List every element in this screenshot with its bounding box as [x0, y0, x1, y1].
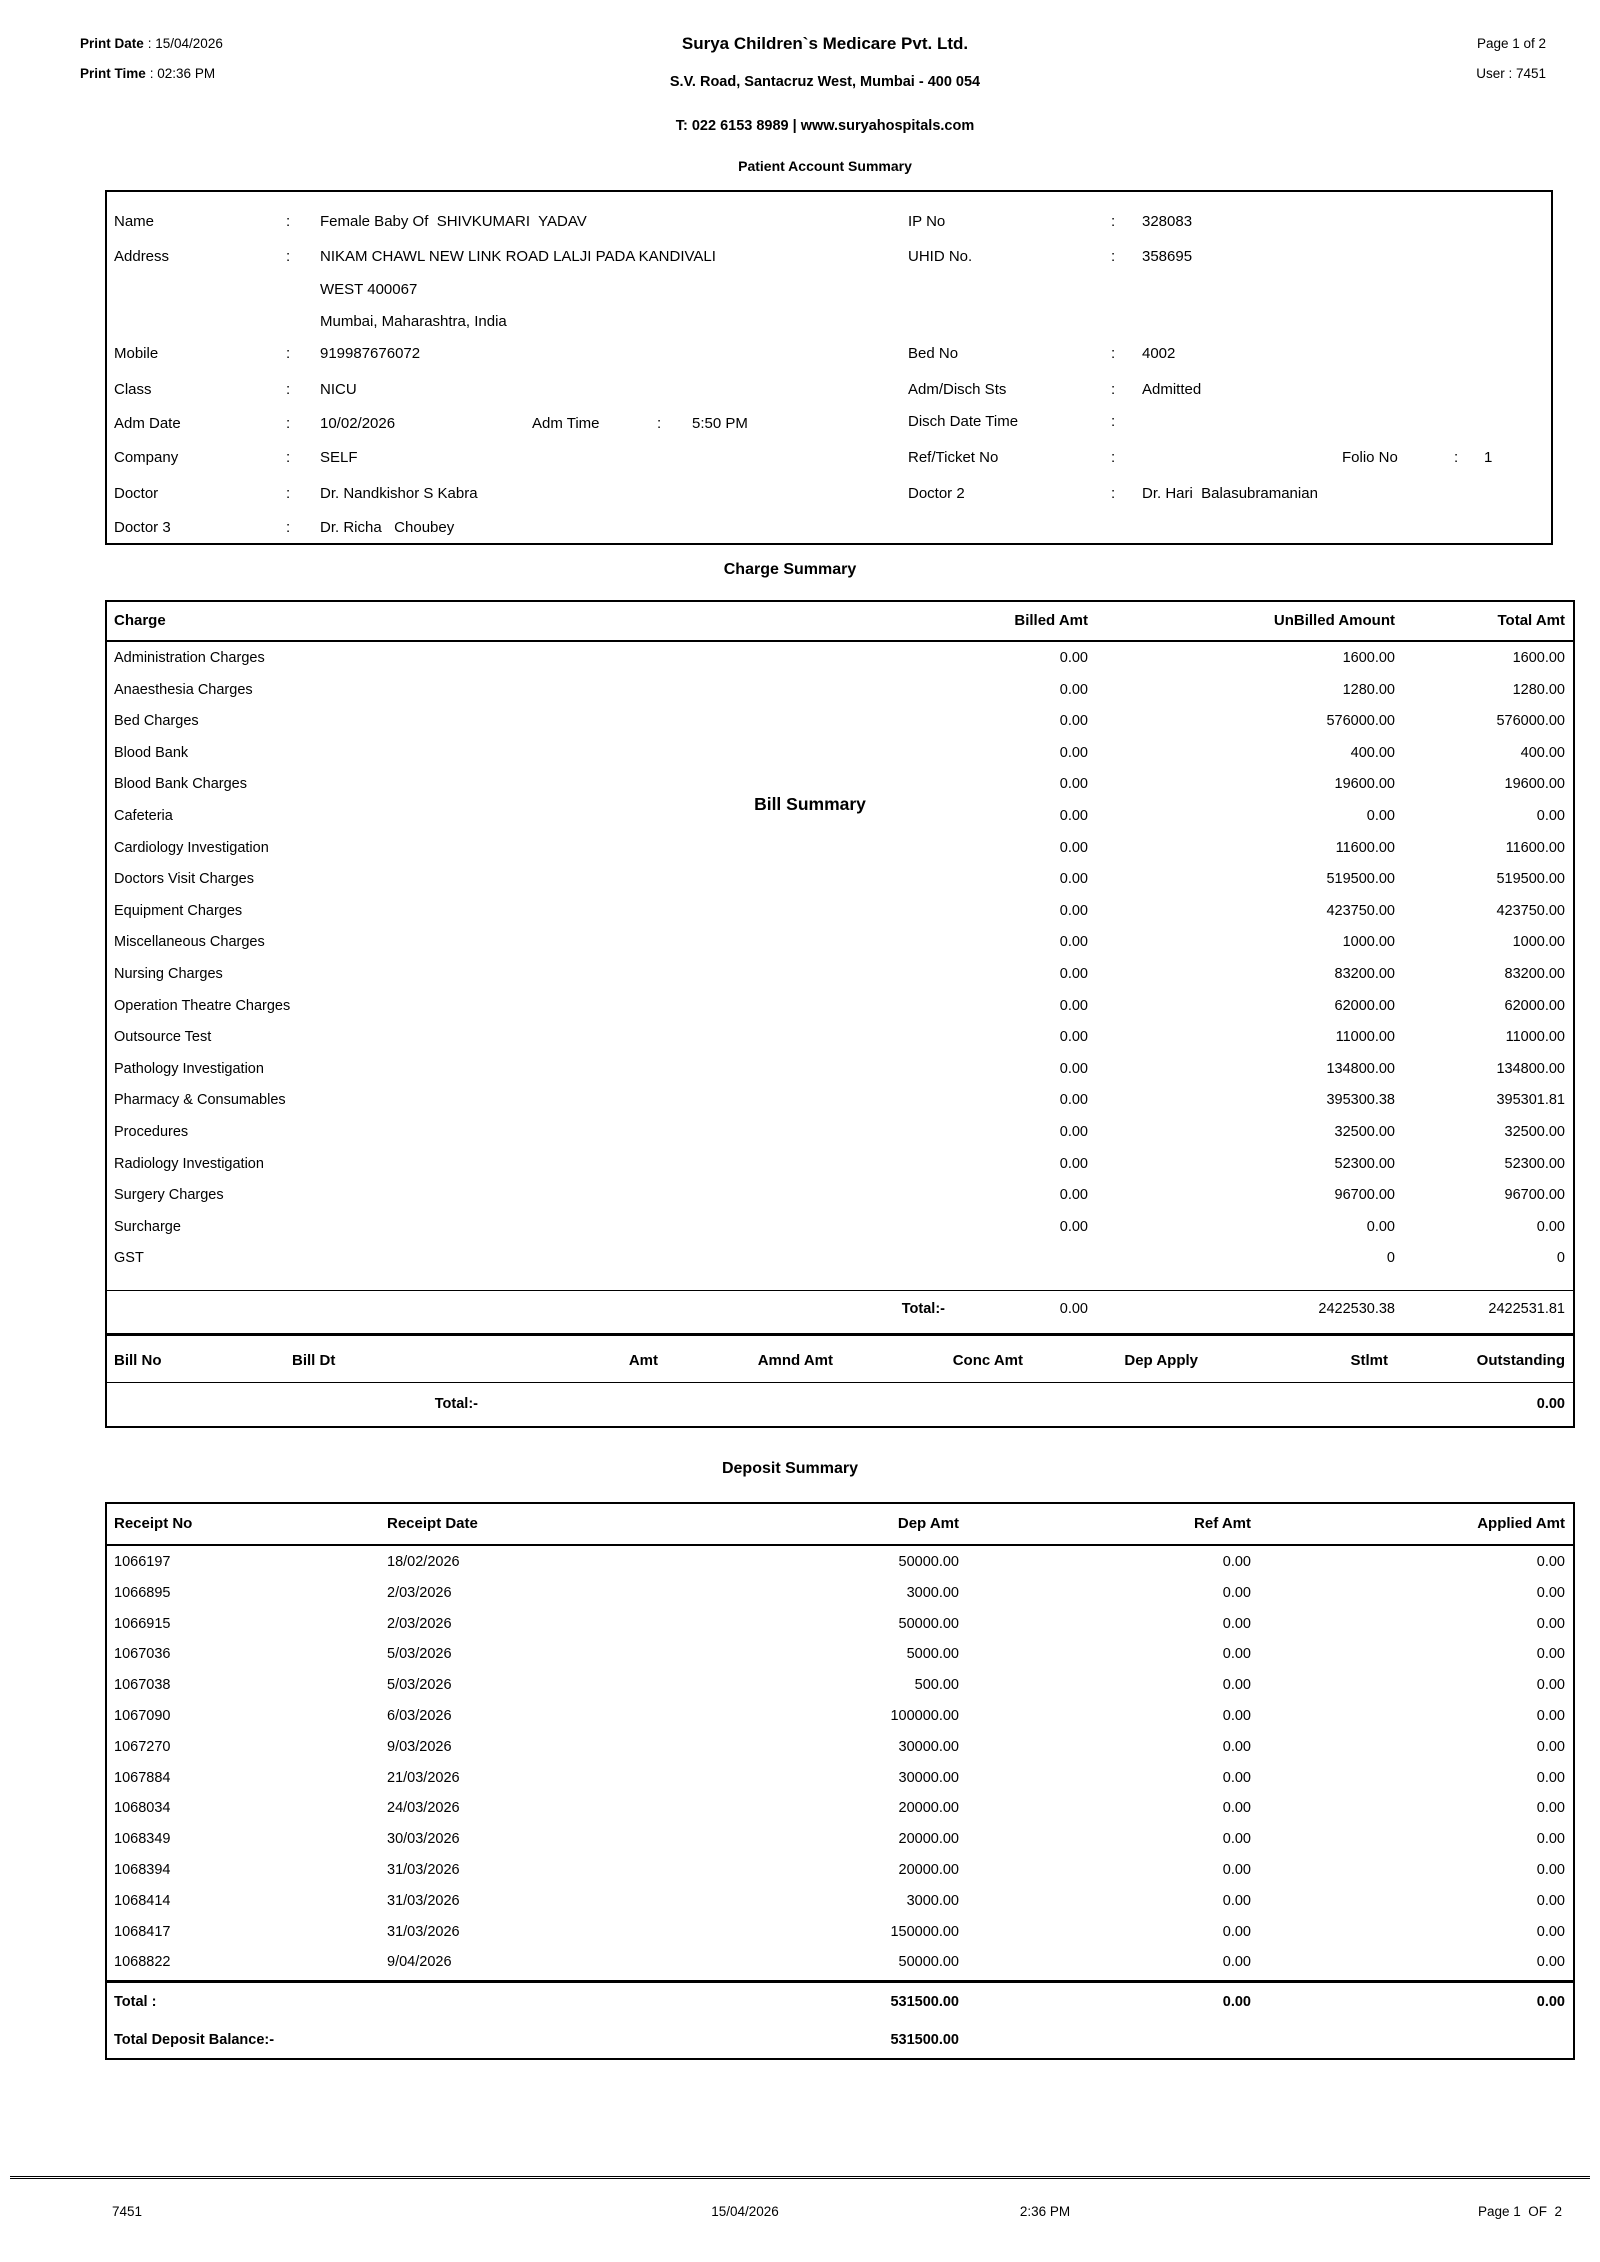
deposit-row	[107, 1701, 1573, 1732]
deposit-row-cell: 31/03/2026	[387, 1892, 460, 1909]
deposit-row-cell: 20000.00	[898, 1861, 959, 1878]
deposit-row-cell: 1066197	[114, 1554, 171, 1570]
address-label: Address	[114, 248, 170, 265]
ref-ticket-label: Ref/Ticket No	[908, 449, 999, 466]
footer-time: 2:36 PM	[1019, 2204, 1071, 2219]
charge-row-cell: 0.00	[1059, 902, 1088, 919]
adm-date-label: Adm Date	[114, 415, 181, 432]
charge-row-cell: 0	[1386, 1250, 1395, 1267]
colon: :	[1111, 485, 1116, 502]
deposit-row-cell: 1068414	[114, 1892, 171, 1909]
charge-row-cell: 0.00	[1059, 650, 1088, 666]
col-outstanding: Outstanding	[1476, 1352, 1565, 1369]
deposit-row-cell: 0.00	[1536, 1738, 1565, 1755]
page-info: Page 1 of 2	[1476, 36, 1546, 51]
charge-row-cell: 62000.00	[1504, 997, 1565, 1014]
deposit-row-cell: 50000.00	[898, 1615, 959, 1632]
charge-row-cell: 32500.00	[1334, 1123, 1395, 1140]
print-date-value: : 15/04/2026	[147, 36, 223, 51]
deposit-row-cell: 0.00	[1536, 1707, 1565, 1724]
charge-row-cell: 0.00	[1059, 744, 1088, 761]
deposit-row	[107, 1547, 1573, 1578]
deposit-row-cell: 31/03/2026	[387, 1923, 460, 1940]
deposit-row-cell: 0.00	[1536, 1554, 1565, 1570]
deposit-row	[107, 1855, 1573, 1886]
deposit-row-cell: 0.00	[1536, 1923, 1565, 1940]
charge-row-cell: 423750.00	[1496, 902, 1565, 919]
deposit-row	[107, 1763, 1573, 1794]
charge-row-cell: 0.00	[1059, 1029, 1088, 1046]
col-billed-amt: Billed Amt	[1014, 612, 1088, 629]
charge-row-cell: 0.00	[1059, 934, 1088, 951]
deposit-row-cell: 3000.00	[906, 1584, 959, 1601]
deposit-row-cell: 1067038	[114, 1677, 171, 1694]
charge-total-label: Total:-	[901, 1301, 945, 1317]
colon: :	[1454, 449, 1459, 466]
footer-page: Page 1 OF 2	[1477, 2204, 1562, 2219]
charge-row-cell: 96700.00	[1504, 1187, 1565, 1204]
deposit-row-cell: 6/03/2026	[387, 1707, 452, 1724]
deposit-row	[107, 1732, 1573, 1763]
charge-row-cell: Equipment Charges	[114, 902, 243, 919]
deposit-row	[107, 1670, 1573, 1701]
charge-row-cell: Outsource Test	[114, 1029, 212, 1046]
deposit-row-cell: 0.00	[1536, 1800, 1565, 1817]
charge-total-billed: 0.00	[1059, 1301, 1088, 1317]
deposit-row-cell: 0.00	[1536, 1677, 1565, 1694]
print-time-label: Print Time	[80, 66, 146, 81]
deposit-row-cell: 0.00	[1222, 1800, 1251, 1817]
deposit-row-cell: 30000.00	[898, 1769, 959, 1786]
deposit-row-cell: 0.00	[1222, 1738, 1251, 1755]
charge-row-cell: 0.00	[1059, 1123, 1088, 1140]
colon: :	[286, 485, 291, 502]
deposit-row-cell: 1066915	[114, 1615, 171, 1632]
charge-row-cell: 0.00	[1059, 839, 1088, 856]
charge-row-cell: 0.00	[1059, 1155, 1088, 1172]
doctor-label: Doctor	[114, 485, 159, 502]
mobile-label: Mobile	[114, 345, 159, 362]
charge-row-cell: 0.00	[1059, 1092, 1088, 1109]
ip-no-value: 328083	[1142, 213, 1193, 230]
charge-row-cell: 0.00	[1059, 1187, 1088, 1204]
deposit-row-cell: 0.00	[1222, 1584, 1251, 1601]
deposit-balance-label: Total Deposit Balance:-	[114, 2032, 275, 2048]
deposit-row-cell: 5/03/2026	[387, 1677, 452, 1694]
charge-row-cell: Blood Bank	[114, 744, 189, 761]
charge-row-cell: 83200.00	[1504, 965, 1565, 982]
charge-row	[107, 706, 1573, 738]
charge-row-cell: GST	[114, 1250, 144, 1267]
bill-total-row	[107, 1385, 1573, 1423]
deposit-row-cell: 0.00	[1222, 1554, 1251, 1570]
colon: :	[1111, 413, 1116, 430]
deposit-row-cell: 0.00	[1222, 1769, 1251, 1786]
charge-row-cell: 1280.00	[1512, 681, 1565, 698]
divider	[107, 1980, 1573, 1983]
charge-row-cell: 400.00	[1520, 744, 1565, 761]
doctor2-label: Doctor 2	[908, 485, 965, 502]
deposit-row-cell: 5/03/2026	[387, 1646, 452, 1663]
deposit-row-cell: 1066895	[114, 1584, 171, 1601]
bill-total-outstanding: 0.00	[1536, 1396, 1565, 1412]
patient-address-line1: NIKAM CHAWL NEW LINK ROAD LALJI PADA KANDIVALI	[320, 248, 716, 265]
charge-row-cell: Blood Bank Charges	[114, 776, 247, 793]
charge-row-cell: 0.00	[1059, 871, 1088, 888]
charge-row	[107, 1149, 1573, 1181]
col-ref-amt: Ref Amt	[1194, 1515, 1251, 1532]
charge-row-cell: 52300.00	[1334, 1155, 1395, 1172]
deposit-row	[107, 1609, 1573, 1640]
charge-row-cell: Pathology Investigation	[114, 1060, 264, 1077]
charge-row-cell: Radiology Investigation	[114, 1155, 264, 1172]
col-total-amt: Total Amt	[1497, 612, 1565, 629]
charge-table-header	[107, 602, 1573, 642]
deposit-row-cell: 9/03/2026	[387, 1738, 452, 1755]
charge-row-cell: Doctors Visit Charges	[114, 871, 254, 888]
charge-row-cell: 519500.00	[1326, 871, 1395, 888]
charge-row-cell: 576000.00	[1496, 713, 1565, 730]
deposit-total-label: Total :	[114, 1994, 157, 2010]
colon: :	[286, 248, 291, 265]
charge-row-cell: 11600.00	[1505, 839, 1565, 856]
bill-table-header	[107, 1340, 1573, 1383]
deposit-row-cell: 0.00	[1222, 1615, 1251, 1632]
folio-label: Folio No	[1342, 449, 1398, 466]
charge-row-cell: 423750.00	[1326, 902, 1395, 919]
deposit-row-cell: 0.00	[1536, 1584, 1565, 1601]
uhid-value: 358695	[1142, 248, 1193, 265]
deposit-row-cell: 50000.00	[898, 1554, 959, 1570]
deposit-balance-row	[107, 2024, 1573, 2056]
deposit-row-cell: 1068394	[114, 1861, 171, 1878]
disch-dt-label: Disch Date Time	[908, 413, 1019, 430]
deposit-table-header	[107, 1504, 1573, 1546]
hospital-address: S.V. Road, Santacruz West, Mumbai - 400 054	[669, 74, 981, 90]
deposit-total-ref: 0.00	[1222, 1994, 1251, 2010]
deposit-row-cell: 0.00	[1222, 1831, 1251, 1848]
charge-row	[107, 1085, 1573, 1117]
charge-row-cell: 1600.00	[1342, 650, 1395, 666]
deposit-row-cell: 2/03/2026	[387, 1584, 452, 1601]
charge-row-cell: Surcharge	[114, 1218, 181, 1235]
charge-row-cell: 0.00	[1059, 997, 1088, 1014]
print-date	[80, 36, 223, 51]
charge-row-cell: Pharmacy & Consumables	[114, 1092, 286, 1109]
footer-date: 15/04/2026	[711, 2204, 779, 2219]
col-stlmt: Stlmt	[1350, 1352, 1388, 1369]
name-label: Name	[114, 213, 155, 230]
charge-row-cell: 0	[1556, 1250, 1565, 1267]
deposit-row-cell: 1068034	[114, 1800, 171, 1817]
deposit-row-cell: 20000.00	[898, 1800, 959, 1817]
charge-row-cell: Cardiology Investigation	[114, 839, 269, 856]
charge-row-cell: 576000.00	[1326, 713, 1395, 730]
charge-row	[107, 1022, 1573, 1054]
colon: :	[657, 415, 662, 432]
charge-rows	[107, 643, 1573, 1275]
colon: :	[1111, 345, 1116, 362]
deposit-row-cell: 0.00	[1222, 1892, 1251, 1909]
colon: :	[286, 381, 291, 398]
charge-total-row	[107, 1292, 1573, 1326]
hospital-name: Surya Children`s Medicare Pvt. Ltd.	[681, 34, 969, 53]
colon: :	[286, 449, 291, 466]
charge-row-cell: 0.00	[1059, 681, 1088, 698]
charge-row	[107, 1054, 1573, 1086]
deposit-row-cell: 1067884	[114, 1769, 171, 1786]
charge-row-cell: 83200.00	[1334, 965, 1395, 982]
patient-class: NICU	[320, 381, 357, 398]
charge-total-amount: 2422531.81	[1488, 1301, 1565, 1317]
adm-time-value: 5:50 PM	[692, 415, 748, 432]
charge-row-cell: 11600.00	[1335, 839, 1395, 856]
charge-row-cell: 1600.00	[1512, 650, 1565, 666]
charge-row-cell: 0.00	[1366, 807, 1395, 824]
deposit-row-cell: 0.00	[1536, 1646, 1565, 1663]
deposit-row-cell: 1068417	[114, 1923, 171, 1940]
divider	[107, 1290, 1573, 1291]
deposit-row-cell: 0.00	[1536, 1954, 1565, 1971]
charge-row-cell: 19600.00	[1504, 776, 1565, 793]
charge-row-cell: 0.00	[1059, 776, 1088, 793]
hospital-contact: T: 022 6153 8989 | www.suryahospitals.com	[675, 118, 975, 134]
charge-row-cell: 52300.00	[1504, 1155, 1565, 1172]
charge-row-cell: Procedures	[114, 1123, 189, 1140]
print-date-label: Print Date	[80, 36, 144, 51]
patient-address-line3: Mumbai, Maharashtra, India	[320, 313, 507, 330]
charge-row-cell: 134800.00	[1496, 1060, 1565, 1077]
deposit-row-cell: 0.00	[1222, 1646, 1251, 1663]
deposit-row	[107, 1886, 1573, 1917]
charge-row-cell: Operation Theatre Charges	[114, 997, 291, 1014]
deposit-row-cell: 0.00	[1536, 1892, 1565, 1909]
deposit-row	[107, 1578, 1573, 1609]
charge-row	[107, 1243, 1573, 1275]
deposit-row-cell: 5000.00	[906, 1646, 959, 1663]
charge-row-cell: 11000.00	[1505, 1029, 1565, 1046]
charge-summary-title: Charge Summary	[723, 561, 857, 578]
col-applied-amt: Applied Amt	[1477, 1515, 1565, 1532]
col-bill-dt: Bill Dt	[292, 1352, 336, 1369]
col-receipt-no: Receipt No	[114, 1515, 193, 1532]
deposit-row-cell: 24/03/2026	[387, 1800, 460, 1817]
deposit-row-cell: 0.00	[1536, 1769, 1565, 1786]
adm-time-label: Adm Time	[532, 415, 600, 432]
bill-total-label: Total:-	[434, 1396, 478, 1412]
charge-row-cell: 0.00	[1536, 1218, 1565, 1235]
charge-row-cell: 395301.81	[1496, 1092, 1565, 1109]
deposit-row-cell: 0.00	[1536, 1861, 1565, 1878]
col-bill-no: Bill No	[114, 1352, 162, 1369]
deposit-row-cell: 0.00	[1222, 1861, 1251, 1878]
colon: :	[286, 415, 291, 432]
bill-summary-title: Bill Summary	[754, 794, 866, 814]
doctor-value: Dr. Nandkishor S Kabra	[320, 485, 478, 502]
charge-row	[107, 833, 1573, 865]
deposit-total-dep: 531500.00	[890, 1994, 959, 2010]
bed-no-value: 4002	[1142, 345, 1176, 362]
deposit-summary-table	[105, 1502, 1575, 2060]
charge-row	[107, 991, 1573, 1023]
charge-row	[107, 1180, 1573, 1212]
deposit-rows	[107, 1547, 1573, 1978]
user-info: User : 7451	[1476, 66, 1546, 81]
deposit-row-cell: 20000.00	[898, 1831, 959, 1848]
deposit-row-cell: 1067036	[114, 1646, 171, 1663]
colon: :	[286, 519, 291, 536]
print-time	[80, 66, 215, 81]
charge-row-cell: 519500.00	[1496, 871, 1565, 888]
charge-row	[107, 959, 1573, 991]
charge-row	[107, 1212, 1573, 1244]
charge-row-cell: Bed Charges	[114, 713, 199, 730]
deposit-row-cell: 0.00	[1536, 1615, 1565, 1632]
charge-row-cell: 0.00	[1366, 1218, 1395, 1235]
charge-row-cell: 395300.38	[1326, 1092, 1395, 1109]
deposit-row-cell: 0.00	[1222, 1923, 1251, 1940]
deposit-row-cell: 2/03/2026	[387, 1615, 452, 1632]
charge-row-cell: 32500.00	[1504, 1123, 1565, 1140]
col-dep-amt: Dep Amt	[897, 1515, 959, 1532]
col-dep-apply: Dep Apply	[1124, 1352, 1198, 1369]
charge-row-cell: 0.00	[1536, 807, 1565, 824]
col-conc-amt: Conc Amt	[952, 1352, 1023, 1369]
deposit-row-cell: 1068822	[114, 1954, 171, 1971]
deposit-row-cell: 30/03/2026	[387, 1831, 460, 1848]
company-value: SELF	[320, 449, 358, 466]
deposit-row-cell: 1067270	[114, 1738, 171, 1755]
charge-row	[107, 675, 1573, 707]
col-amt: Amt	[628, 1352, 658, 1369]
deposit-row-cell: 3000.00	[906, 1892, 959, 1909]
patient-mobile: 919987676072	[320, 345, 421, 362]
charge-row-cell: 19600.00	[1334, 776, 1395, 793]
colon: :	[1111, 248, 1116, 265]
deposit-row-cell: 1068349	[114, 1831, 171, 1848]
charge-row-cell: 134800.00	[1326, 1060, 1395, 1077]
deposit-row-cell: 0.00	[1222, 1707, 1251, 1724]
deposit-summary-title: Deposit Summary	[721, 1460, 859, 1477]
charge-row-cell: Cafeteria	[114, 807, 173, 824]
charge-row-cell: 0.00	[1059, 1060, 1088, 1077]
charge-total-unbilled: 2422530.38	[1318, 1301, 1395, 1317]
charge-row	[107, 1117, 1573, 1149]
charge-row-cell: 1000.00	[1342, 934, 1395, 951]
charge-row-cell: Anaesthesia Charges	[114, 681, 253, 698]
charge-row	[107, 738, 1573, 770]
deposit-row-cell: 21/03/2026	[387, 1769, 460, 1786]
adm-disch-label: Adm/Disch Sts	[908, 381, 1007, 398]
bed-no-label: Bed No	[908, 345, 959, 362]
doctor3-label: Doctor 3	[114, 519, 171, 536]
deposit-row-cell: 0.00	[1222, 1677, 1251, 1694]
deposit-row	[107, 1639, 1573, 1670]
patient-info-box	[105, 190, 1553, 545]
charge-row-cell: 96700.00	[1334, 1187, 1395, 1204]
deposit-balance-value: 531500.00	[890, 2032, 959, 2048]
colon: :	[286, 213, 291, 230]
col-receipt-date: Receipt Date	[387, 1515, 478, 1532]
deposit-row-cell: 30000.00	[898, 1738, 959, 1755]
report-title: Patient Account Summary	[738, 158, 912, 174]
deposit-row-cell: 31/03/2026	[387, 1861, 460, 1878]
col-unbilled-amount: UnBilled Amount	[1273, 612, 1395, 629]
patient-address-line2: WEST 400067	[320, 281, 418, 298]
deposit-row-cell: 150000.00	[890, 1923, 959, 1940]
charge-row-cell: 1000.00	[1512, 934, 1565, 951]
colon: :	[286, 345, 291, 362]
deposit-row-cell: 50000.00	[898, 1954, 959, 1971]
charge-row-cell: 400.00	[1350, 744, 1395, 761]
deposit-row	[107, 1793, 1573, 1824]
divider	[107, 1333, 1573, 1336]
charge-row	[107, 896, 1573, 928]
charge-row-cell: Nursing Charges	[114, 965, 223, 982]
charge-row	[107, 927, 1573, 959]
charge-row-cell: Miscellaneous Charges	[114, 934, 265, 951]
deposit-total-applied: 0.00	[1536, 1994, 1565, 2010]
charge-row-cell: 0.00	[1059, 1218, 1088, 1235]
print-time-value: : 02:36 PM	[149, 66, 216, 81]
footer-divider	[10, 2176, 1590, 2179]
charge-row-cell: 0.00	[1059, 807, 1088, 824]
charge-row-cell: 11000.00	[1335, 1029, 1395, 1046]
patient-name: Female Baby Of SHIVKUMARI YADAV	[320, 213, 587, 230]
colon: :	[1111, 449, 1116, 466]
charge-row	[107, 864, 1573, 896]
deposit-row	[107, 1917, 1573, 1948]
adm-disch-value: Admitted	[1142, 381, 1202, 398]
charge-row-cell: 0.00	[1059, 965, 1088, 982]
col-amnd-amt: Amnd Amt	[757, 1352, 833, 1369]
deposit-row-cell: 1067090	[114, 1707, 171, 1724]
company-label: Company	[114, 449, 179, 466]
footer-user: 7451	[112, 2204, 143, 2219]
charge-row-cell: 62000.00	[1334, 997, 1395, 1014]
colon: :	[1111, 381, 1116, 398]
adm-date-value: 10/02/2026	[320, 415, 396, 432]
charge-row-cell: Surgery Charges	[114, 1187, 224, 1204]
charge-row-cell: 1280.00	[1342, 681, 1395, 698]
deposit-row-cell: 9/04/2026	[387, 1954, 452, 1971]
colon: :	[1111, 213, 1116, 230]
folio-value: 1	[1484, 449, 1493, 466]
charge-row	[107, 643, 1573, 675]
deposit-row-cell: 18/02/2026	[387, 1554, 460, 1570]
charge-row-cell: Administration Charges	[114, 650, 265, 666]
charge-summary-table	[105, 600, 1575, 1428]
deposit-row-cell: 500.00	[914, 1677, 959, 1694]
deposit-total-row	[107, 1984, 1573, 2020]
doctor3-value: Dr. Richa Choubey	[320, 519, 455, 536]
class-label: Class	[114, 381, 152, 398]
deposit-row	[107, 1824, 1573, 1855]
ip-no-label: IP No	[908, 213, 946, 230]
deposit-row-cell: 100000.00	[890, 1707, 959, 1724]
charge-row-cell: 0.00	[1059, 713, 1088, 730]
deposit-row-cell: 0.00	[1536, 1831, 1565, 1848]
deposit-row	[107, 1947, 1573, 1978]
doctor2-value: Dr. Hari Balasubramanian	[1142, 485, 1318, 502]
uhid-label: UHID No.	[908, 248, 973, 265]
deposit-row-cell: 0.00	[1222, 1954, 1251, 1971]
col-charge: Charge	[114, 612, 166, 629]
